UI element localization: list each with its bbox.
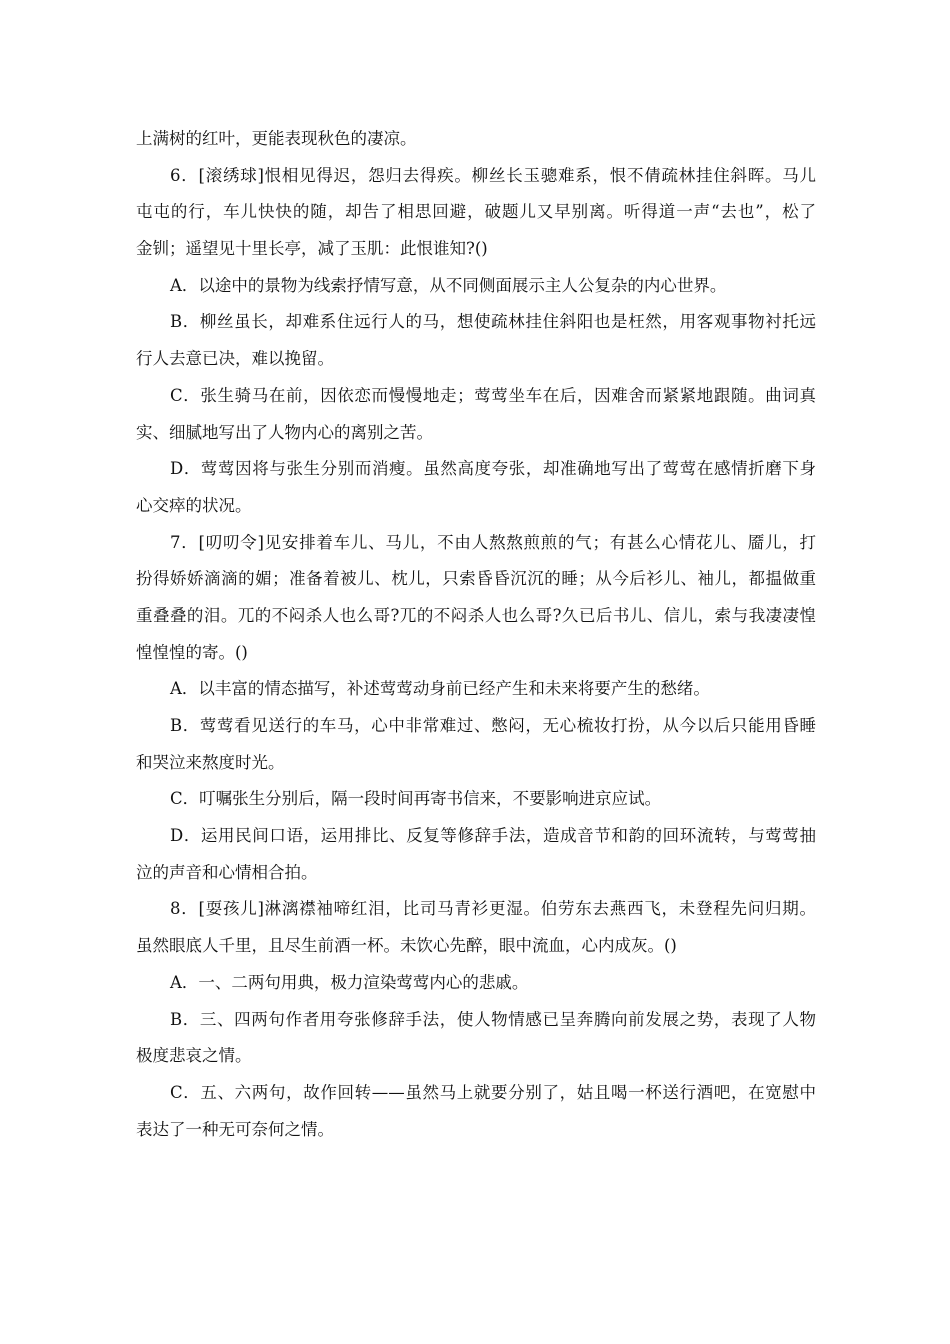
text-line: D．运用民间口语，运用排比、反复等修辞手法，造成音节和韵的回环流转，与莺莺抽	[170, 826, 816, 846]
text-line: 8．[耍孩儿]淋漓襟袖啼红泪，比司马青衫更湿。伯劳东去燕西飞，未登程先问归期。	[170, 899, 816, 919]
text-line: 心交瘁的状况。	[136, 495, 252, 515]
text-line: 上满树的红叶，更能表现秋色的凄凉。	[136, 129, 417, 148]
text-line: A．以途中的景物为线索抒情写意，从不同侧面展示主人公复杂的内心世界。	[170, 275, 727, 295]
text-line: B．莺莺看见送行的车马，心中非常难过、憋闷，无心梳妆打扮，从今以后只能用昏睡	[170, 716, 816, 735]
text-line: C．叮嘱张生分别后，隔一段时间再寄书信来，不要影响进京应试。	[170, 789, 662, 809]
text-line: 虽然眼底人千里，且尽生前酒一杯。未饮心先醉，眼中流血，心内成灰。()	[136, 936, 677, 956]
text-line: 扮得娇娇滴滴的媚；准备着被儿、枕儿，只索昏昏沉沉的睡；从今后衫儿、袖儿，都揾做重	[136, 569, 816, 589]
text-line: 表达了一种无可奈何之情。	[136, 1119, 334, 1139]
text-line: C．张生骑马在前，因依恋而慢慢地走；莺莺坐车在后，因难舍而紧紧地跟随。曲词真	[170, 385, 816, 405]
text-line: D．莺莺因将与张生分别而消瘦。虽然高度夸张，却准确地写出了莺莺在感情折磨下身	[170, 459, 816, 479]
text-line: 和哭泣来熬度时光。	[136, 752, 285, 772]
text-line: 6．[滚绣球]恨相见得迟，怨归去得疾。柳丝长玉骢难系，恨不倩疏林挂住斜晖。马儿	[170, 165, 816, 185]
text-line: 7．[叨叨令]见安排着车儿、马儿，不由人熬熬煎煎的气；有甚么心情花儿、靥儿，打	[170, 532, 816, 552]
text-line: 极度悲哀之情。	[136, 1046, 252, 1066]
text-line: A．以丰富的情态描写，补述莺莺动身前已经产生和未来将要产生的愁绪。	[170, 679, 710, 699]
text-line: B．柳丝虽长，却难系住远行人的马，想使疏林挂住斜阳也是枉然，用客观事物衬托远	[170, 312, 816, 332]
text-line: A．一、二两句用典，极力渲染莺莺内心的悲戚。	[170, 972, 529, 992]
text-line: 泣的声音和心情相合拍。	[136, 862, 318, 882]
text-line: B．三、四两句作者用夸张修辞手法，使人物情感已呈奔腾向前发展之势，表现了人物	[170, 1009, 816, 1029]
text-line: 重叠叠的泪。兀的不闷杀人也么哥?兀的不闷杀人也么哥?久已后书儿、信儿，索与我凄凄惶	[136, 605, 816, 625]
text-line: 金钏；遥望见十里长亭，减了玉肌：此恨谁知?()	[136, 239, 488, 259]
text-line: 行人去意已决，难以挽留。	[136, 349, 334, 369]
text-line: 实、细腻地写出了人物内心的离别之苦。	[136, 422, 433, 442]
text-line: C．五、六两句，故作回转——虽然马上就要分别了，姑且喝一杯送行酒吧，在宽慰中	[170, 1082, 816, 1102]
document-body	[136, 121, 816, 1148]
text-line: 惶惶惶的寄。()	[136, 642, 248, 662]
text-line: 屯屯的行，车儿快快的随，却告了相思回避，破题儿又早别离。听得道一声“去也”，松了	[136, 202, 816, 222]
